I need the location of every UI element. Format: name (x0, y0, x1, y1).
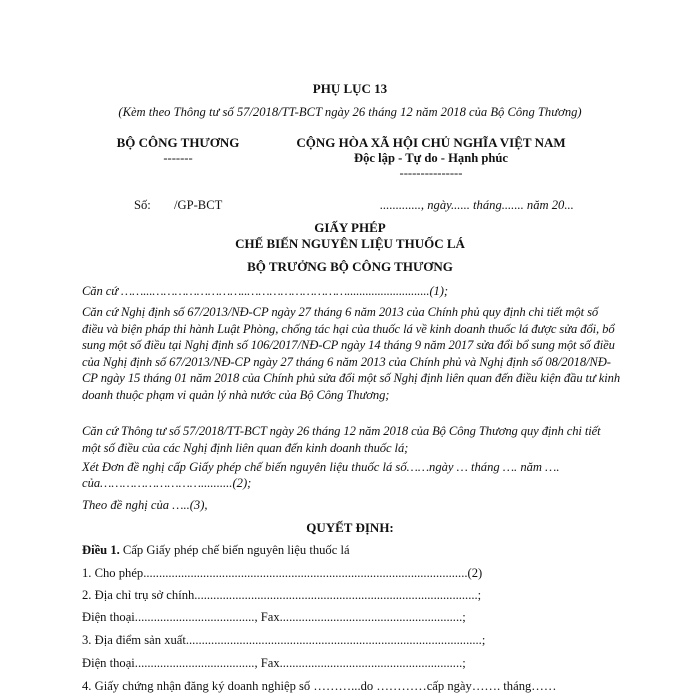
appendix-title: PHỤ LỤC 13 (312, 81, 388, 96)
document-type: GIẤY PHÉP (314, 220, 386, 235)
agency-name: BỘ CÔNG THƯƠNG (116, 135, 240, 150)
item-phone-fax-2: Điện thoại......................................, Fax..........................................................; (82, 656, 466, 670)
application-review-line-1: Xét Đơn đề nghị cấp Giấy phép chế biến nguyên liệu thuốc lá số……ngày … tháng …. năm …. (82, 460, 560, 474)
item-head-office: 2. Địa chỉ trụ sở chính..........................................................................................; (82, 588, 482, 602)
motto-underline: --------------- (399, 166, 463, 180)
agency-underline: ------- (163, 151, 193, 165)
issue-date: ............., ngày...... tháng....... năm 20... (380, 198, 574, 212)
basis-1: Căn cứ ……...……………………..………………………...........................(1); (82, 284, 448, 298)
article-1-text: Cấp Giấy phép chế biến nguyên liệu thuốc lá (119, 543, 350, 557)
proposal-line: Theo đề nghị của …..(3), (82, 498, 208, 512)
license-number-code: /GP-BCT (174, 198, 223, 212)
document-subject: CHẾ BIẾN NGUYÊN LIỆU THUỐC LÁ (235, 236, 465, 251)
application-review-line-2: của………………………..........(2); (82, 476, 252, 490)
item-permit-holder: 1. Cho phép.......................................................................................................(2) (82, 566, 483, 580)
item-business-registration: 4. Giấy chứng nhận đăng ký doanh nghiệp số ………...do …………cấp ngày……. tháng…… (82, 679, 557, 693)
article-1 (82, 543, 350, 558)
country-name: CỘNG HÒA XÃ HỘI CHỦ NGHĨA VIỆT NAM (296, 135, 566, 150)
number-prefix: Số: (134, 198, 151, 212)
decision-heading: QUYẾT ĐỊNH: (306, 520, 394, 535)
issuing-authority: BỘ TRƯỞNG BỘ CÔNG THƯƠNG (247, 259, 453, 274)
basis-decree-67: Căn cứ Nghị định số 67/2013/NĐ-CP ngày 27 tháng 6 năm 2013 của Chính phủ quy định chi tiết một số điều và biện pháp thi hành Luật Phòng, chống tác hại của thuốc lá về kinh doanh thuốc lá được sửa đổi, bổ sung một số điều tại Nghị định số 106/2017/NĐ-CP ngày 14 tháng 9 năm 2017 sửa đổi bổ sung một số điều của Nghị định số 67/2013/NĐ-CP ngày 27 tháng 6 năm 2013 của Chính phủ và Nghị định số 08/2018/NĐ-CP ngày 15 tháng 01 năm 2018 của Chính phủ sửa đổi một số Nghị định liên quan đến điều kiện đầu tư kinh doanh thuộc phạm vi quản lý nhà nước của Bộ Công Thương; (82, 305, 621, 402)
item-production-site: 3. Địa điểm sản xuất..............................................................................................; (82, 633, 486, 647)
national-motto: Độc lập - Tự do - Hạnh phúc (354, 151, 508, 165)
basis-circular-57: Căn cứ Thông tư số 57/2018/TT-BCT ngày 26 tháng 12 năm 2018 của Bộ Công Thương quy định chi tiết một số điều của các Nghị định liên quan đến kinh doanh thuốc lá; (82, 424, 601, 455)
appendix-note: (Kèm theo Thông tư số 57/2018/TT-BCT ngày 26 tháng 12 năm 2018 của Bộ Công Thương) (118, 105, 582, 119)
item-phone-fax-1: Điện thoại......................................, Fax..........................................................; (82, 610, 466, 624)
article-1-label: Điều 1. (82, 543, 120, 557)
